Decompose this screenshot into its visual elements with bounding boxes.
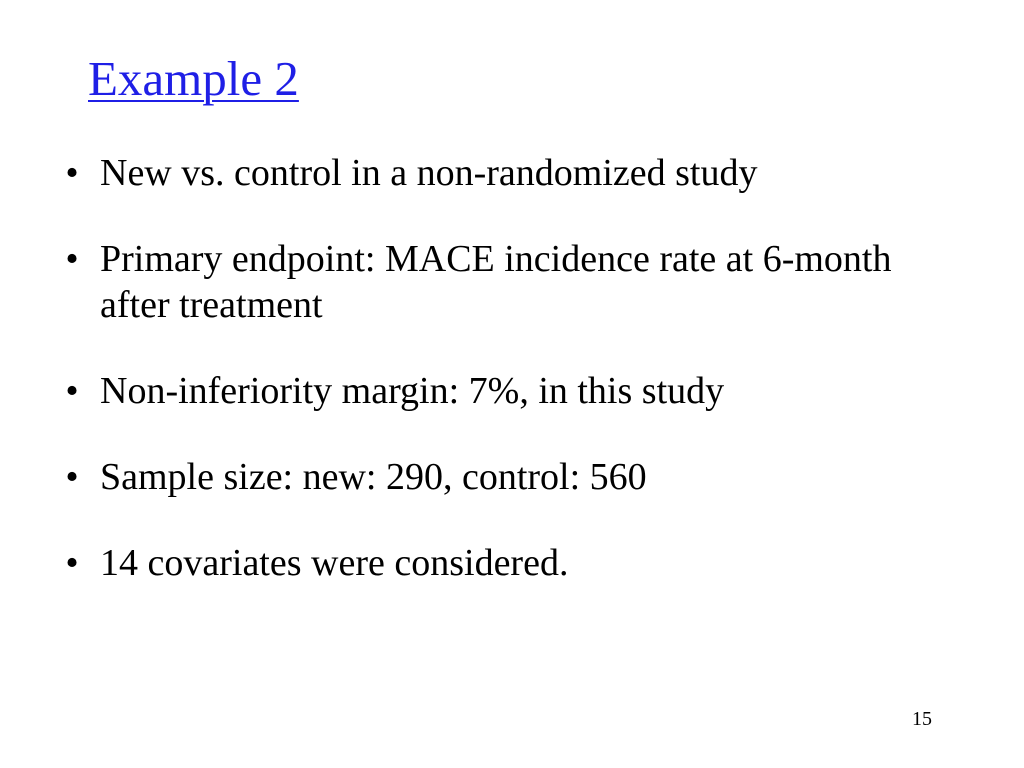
bullet-text: Sample size: new: 290, control: 560 [100, 456, 647, 498]
bullet-icon: • [65, 370, 79, 412]
bullet-icon: • [65, 456, 79, 498]
bullet-item [60, 454, 960, 500]
slide-title[interactable]: Example 2 [88, 51, 299, 106]
bullet-item [60, 150, 960, 196]
bullet-text: Non-inferiority margin: 7%, in this study [100, 370, 725, 412]
bullet-item [60, 368, 960, 414]
bullet-item [60, 540, 960, 586]
bullet-text: Primary endpoint: MACE incidence rate at 6-month after treatment [100, 238, 892, 326]
bullet-icon: • [65, 542, 79, 584]
bullet-icon: • [65, 152, 79, 194]
bullet-text: 14 covariates were considered. [100, 542, 569, 584]
bullet-list [60, 150, 960, 626]
page-number: 15 [912, 708, 932, 730]
bullet-icon: • [65, 238, 79, 280]
bullet-item [60, 236, 960, 328]
bullet-text: New vs. control in a non-randomized study [100, 152, 758, 194]
